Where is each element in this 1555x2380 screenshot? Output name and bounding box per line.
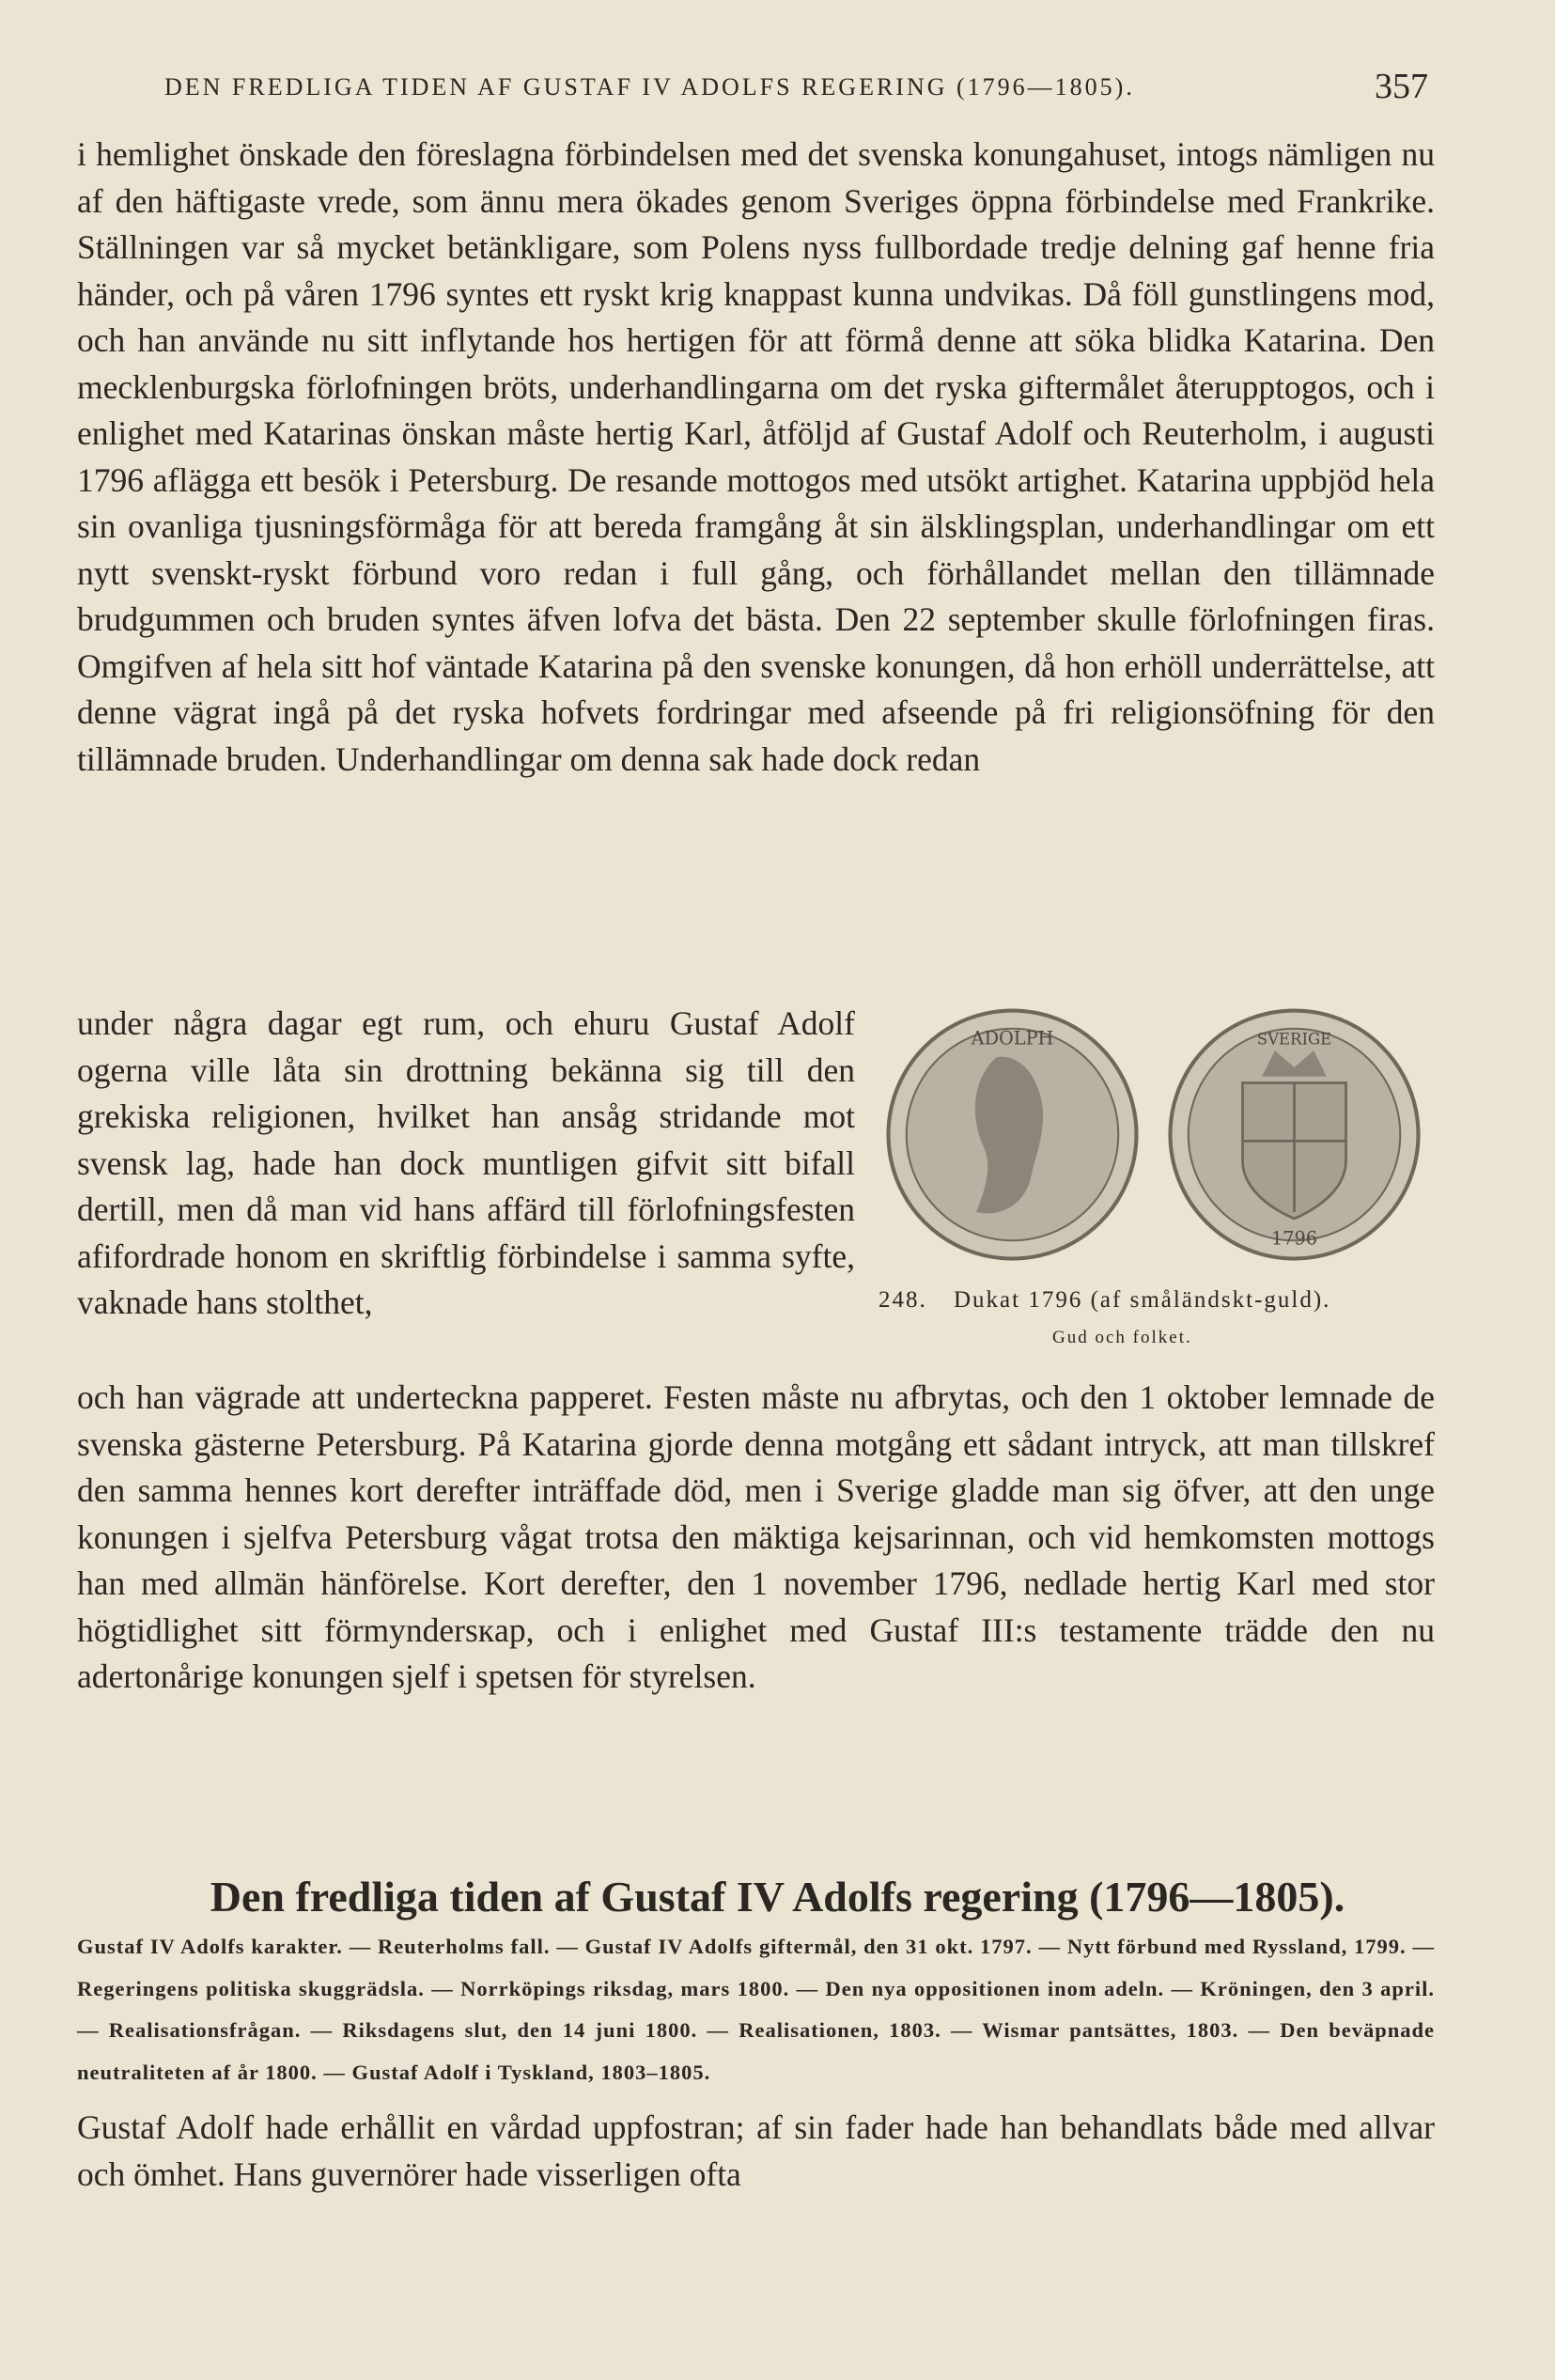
coin-front-legend: ADOLPH — [971, 1027, 1054, 1050]
running-header — [164, 66, 1428, 113]
section-title: Den fredliga tiden af Gustaf IV Adolfs regering (1796—1805). — [210, 1873, 1345, 1921]
page-number: 357 — [1375, 67, 1428, 106]
paragraph-2: Gustaf Adolf hade erhållit en vårdad uppfostran; af sin fader hade han behandlats både med allvar och ömhet. Hans guvernörer hade visserligen ofta — [77, 2108, 1435, 2193]
running-title: DEN FREDLIGA TIDEN AF GUSTAF IV ADOLFS REGERING (1796—1805). — [164, 73, 1135, 101]
figure-caption-text: Dukat 1796 (af småländskt-guld). — [954, 1287, 1331, 1313]
coin-back-year: 1796 — [1271, 1227, 1317, 1250]
coin-figure — [869, 1005, 1433, 1362]
coin-reverse — [1165, 1005, 1423, 1264]
coin-back-legend: SVERIGE — [1256, 1030, 1332, 1049]
paragraph-bottom: och han vägrade att underteckna papperet. Festen måste nu afbrytas, och den 1 oktober lemnade de svenska gästerne Petersburg. På Katarina gjorde denna motgång ett sådant intryck, att man tillskref den samma hennes kort derefter inträffade död, men i Sverige gladde man sig öfver, att den unge konungen i sjelfva Petersburg vågat trotsa den mäktiga kejsarinnan, och vid hemkomsten mottogs han med allmän hänförelse. Kort derefter, den 1 november 1796, nedlade hertig Karl med stor högtidlighet sitt förmyndersкap, och i enlighet med Gustaf III:s testamente trädde den nu adertonårige konungen sjelf i spetsen för styrelsen. — [77, 1378, 1435, 1695]
figure-caption — [879, 1287, 1442, 1314]
paragraph-top: i hemlighet önskade den föreslagna förbindelsen med det svenska konungahuset, intogs nämligen nu af den häftigaste vrede, som ännu mera ökades genom Sveriges öppna förbindelse med Frankrike. Ställningen var så mycket betänkligare, som Polens nyss fullbordade tredje delning gaf henne fria händer, och på våren 1796 syntes ett ryskt krig knappast kunna undvikas. Då föll gunstlingens mod, och han använde nu sitt inflytande hos hertigen för att förmå denne att söka blidka Katarina. Den mecklenburgska förlofningen bröts, underhandlingarna om det ryska giftermålet återupptogos, och i enlighet med Katarinas önskan måste hertig Karl, åtföljd af Gustaf Adolf och Reuterholm, i augusti 1796 aflägga ett besök i Petersburg. De resande mottogos med utsökt artighet. Katarina uppbjöd hela sin ovanliga tjusningsförmåga för att bereda framgång åt sin älsklingsplan, underhandlingar om ett nytt svenskt-ryskt förbund voro redan i full gång, och förhållandet mellan den tillämnade brudgummen och bruden syntes äfven lofva det bästa. Den 22 september skulle förlofningen firas. Omgifven af hela sitt hof väntade Katarina på den svenske konungen, då hon erhöll underrättelse, att denne vägrat ingå på det ryska hofvets fordringar med afseende på fri religionsöfning för den tillämnade bruden. Underhandlingar om denna sak hade dock redan — [77, 135, 1435, 778]
coin-obverse — [883, 1005, 1142, 1264]
figure-number: 248. — [879, 1287, 927, 1313]
section-summary: Gustaf IV Adolfs karakter. — Reuterholms fall. — Gustaf IV Adolfs giftermål, den 31 okt. 1797. — Nytt förbund med Ryssland, 1799. — Regeringens politiska skuggrädsla. — Norrköpings riksdag, mars 1800. — Den nya oppositionen inom adeln. — Kröningen, den 3 april. — Realisationsfrågan. — Riksdagens slut, den 14 juni 1800. — Realisationen, 1803. — Wismar pantsättes, 1803. — Den beväpnade neutraliteten af år 1800. — Gustaf Adolf i Tyskland, 1803–1805. — [77, 1935, 1435, 2084]
paragraph-wrap: under några dagar egt rum, och ehuru Gustaf Adolf ogerna ville låta sin drottning bekänna sig till den grekiska religionen, hvilket han ansåg stridande mot svensk lag, hade han dock muntligen gifvit sitt bifall dertill, men då man vid hans affärd till förlofningsfesten afifordrade honom en skriftlig förbindelse i samma syfte, vaknade hans stolthet, — [77, 1004, 855, 1321]
figure-subcaption: Gud och folket. — [1052, 1328, 1192, 1347]
